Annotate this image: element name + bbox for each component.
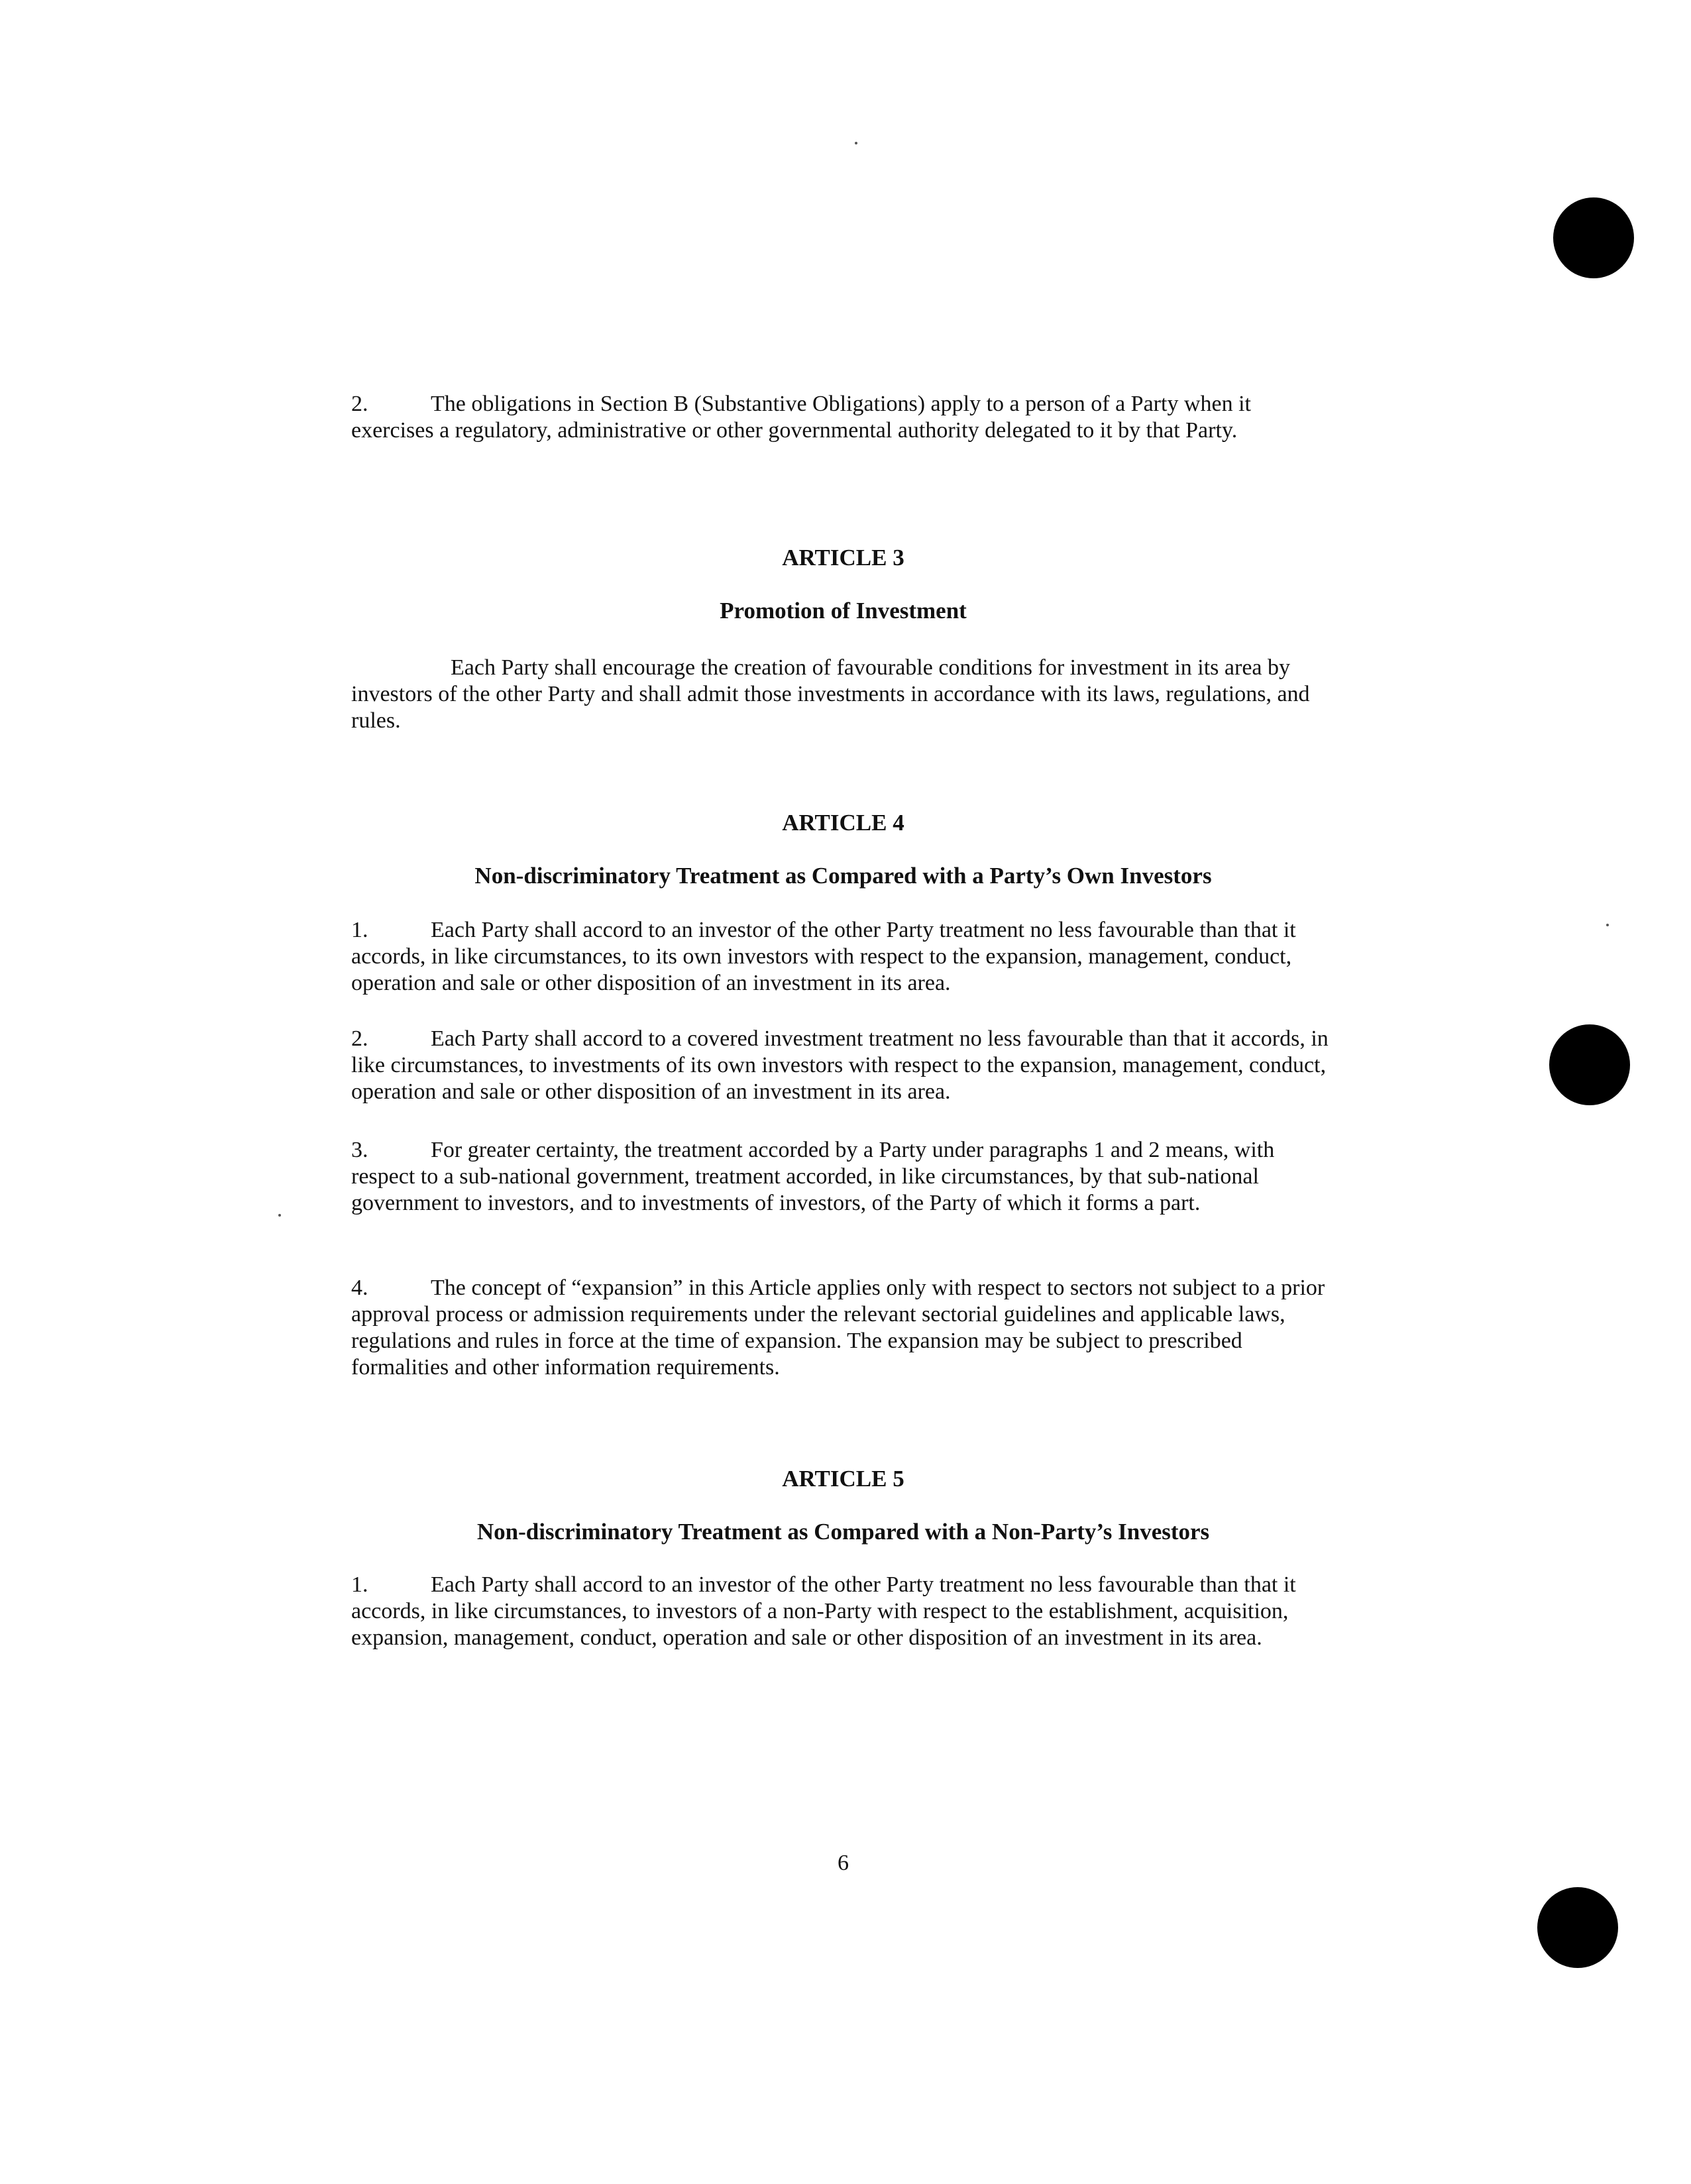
paragraph-text: For greater certainty, the treatment accorded by a Party under paragraphs 1 and 2 means, with respect to a sub-national government, treatment accorded, in like circumstances, by that sub-national government to investors, and to investments of investors, of the Party of which it forms a part. bbox=[351, 1138, 1275, 1215]
paragraph-text: The concept of “expansion” in this Article applies only with respect to sectors not subject to a prior approval process or admission requirements under the relevant sectorial guidelines and applicable laws, regulations and rules in force at the time of expansion. The expansion may be subject to prescribed formalities and other information requirements. bbox=[351, 1276, 1325, 1380]
article-4-subtitle: Non-discriminatory Treatment as Compared with a Party’s Own Investors bbox=[474, 863, 1212, 889]
article-5-title: ARTICLE 5 bbox=[782, 1466, 904, 1492]
paragraph-number: 1. bbox=[351, 1572, 368, 1597]
article-3-title: ARTICLE 3 bbox=[782, 545, 904, 571]
paragraph-number: 3. bbox=[351, 1138, 368, 1162]
article-4-title: ARTICLE 4 bbox=[782, 810, 904, 836]
article-5-paragraph-1 bbox=[351, 1572, 1335, 1651]
article-3-subtitle: Promotion of Investment bbox=[720, 598, 967, 624]
article-3-paragraph: Each Party shall encourage the creation of favourable conditions for investment in its area by investors of the other Party and shall admit those investments in accordance with its laws, regulations, and rules. bbox=[351, 655, 1310, 733]
page-number: 6 bbox=[838, 1851, 849, 1875]
punch-hole-bottom bbox=[1537, 1887, 1618, 1968]
paragraph-number: 1. bbox=[351, 918, 368, 942]
paragraph-number: 2. bbox=[351, 392, 368, 416]
article-4-paragraph-2 bbox=[351, 1026, 1335, 1105]
paragraph-text: Each Party shall accord to a covered investment treatment no less favourable than that it accords, in like circumstances, to investments of its own investors with respect to the expansion, management, conduct, operation and sale or other disposition of an investment in its area. bbox=[351, 1026, 1329, 1104]
article-4-paragraph-4 bbox=[351, 1275, 1335, 1381]
paragraph-text: Each Party shall accord to an investor of the other Party treatment no less favourable than that it accords, in like circumstances, to investors of a non-Party with respect to the establishment, acquisition, expansion, management, conduct, operation and sale or other disposition of an investment in its area. bbox=[351, 1572, 1296, 1650]
paragraph-text: The obligations in Section B (Substantive Obligations) apply to a person of a Party when it exercises a regulatory, administrative or other governmental authority delegated to it by that Party. bbox=[351, 392, 1251, 443]
article-4-paragraph-3 bbox=[351, 1137, 1335, 1217]
scan-speck bbox=[278, 1214, 281, 1217]
paragraph-text: Each Party shall accord to an investor of the other Party treatment no less favourable than that it accords, in like circumstances, to its own investors with respect to the expansion, management, conduct, operation and sale or other disposition of an investment in its area. bbox=[351, 918, 1296, 995]
article-5-subtitle: Non-discriminatory Treatment as Compared with a Non-Party’s Investors bbox=[476, 1519, 1210, 1545]
paragraph-number: 4. bbox=[351, 1276, 368, 1300]
article-4-paragraph-1 bbox=[351, 917, 1335, 997]
scan-speck bbox=[855, 142, 857, 144]
paragraph-2 bbox=[351, 391, 1335, 444]
punch-hole-middle bbox=[1549, 1024, 1630, 1105]
punch-hole-top bbox=[1553, 197, 1634, 278]
paragraph-number: 2. bbox=[351, 1026, 368, 1051]
scan-speck bbox=[1606, 924, 1609, 926]
